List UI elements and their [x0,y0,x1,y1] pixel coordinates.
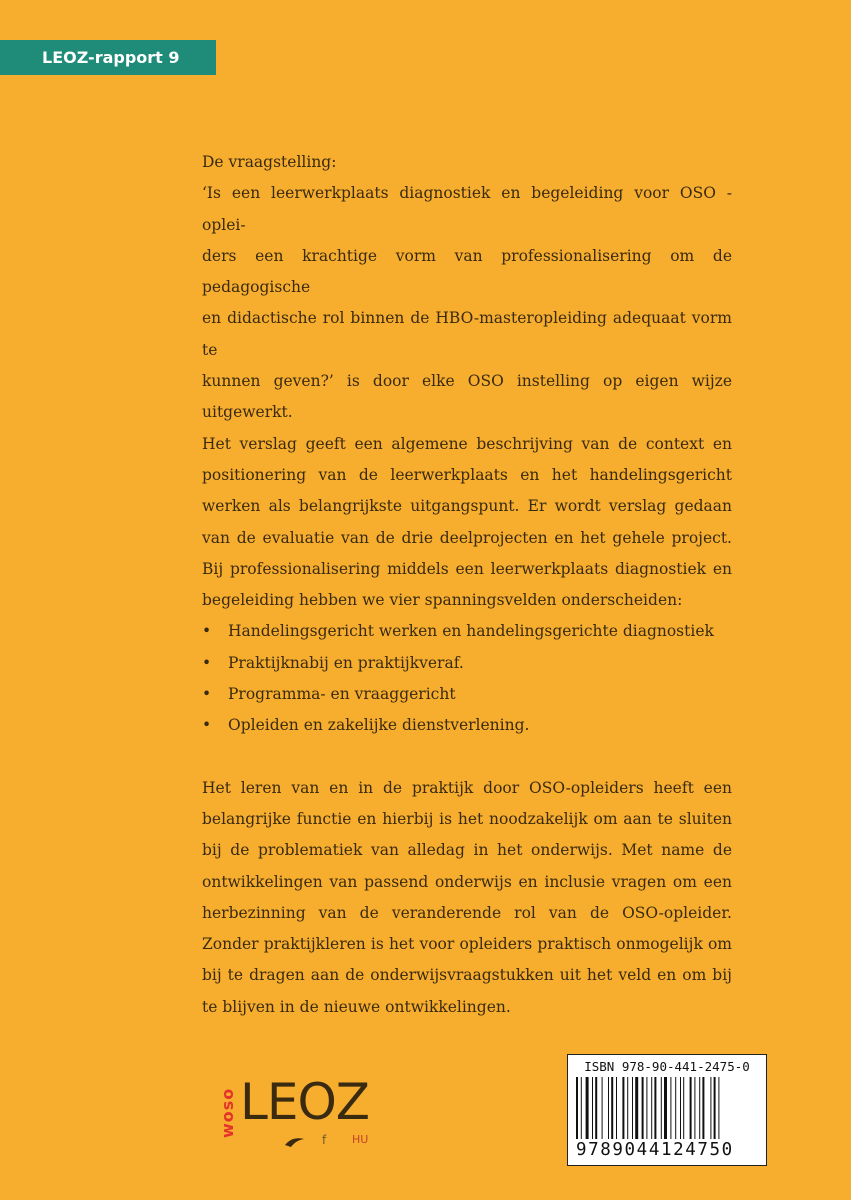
woso-logo: woso [218,1087,237,1139]
barcode-bar [683,1077,684,1139]
barcode-bar [699,1077,700,1139]
barcode-digits: 9789044124750 [576,1140,734,1160]
barcode-bar [635,1077,638,1139]
barcode-bar [714,1077,716,1139]
list-item: • Praktijknabij en praktijkveraf. [202,648,732,679]
intro-line: De vraagstelling: [202,153,337,171]
barcode-bar [651,1077,652,1139]
barcode-bar [702,1077,704,1139]
barcode-bar [608,1077,609,1139]
barcode-bar [627,1077,628,1139]
question-line-1: ‘Is een leerwerkplaats diagnostiek en begeleiding voor OSO - oplei- [202,184,732,234]
barcode-bar [616,1077,617,1139]
question-line-3: en didactische rol binnen de HBO-masteropleiding adequaat vorm te [202,309,732,359]
list-item: • Handelingsgericht werken en handelingsgerichte diagnostiek [202,616,732,647]
partner-logo-fontys: f [322,1133,327,1147]
publisher-logos [218,1075,378,1155]
barcode-bar [622,1077,624,1139]
barcode-bar [718,1077,719,1139]
barcode-bar [595,1077,597,1139]
barcode-bar [664,1077,667,1139]
paragraph-1: Het verslag geeft een algemene beschrijving van de context en positionering van de leerwerkplaats en het handelingsgericht werken als belangrijkste uitgangspunt. Er wordt verslag gedaan van de evaluatie van de drie deelprojecten en het gehele project. Bij professionalisering middels een leerwerkplaats diagnostiek en begeleiding hebben we vier spanningsvelden onderscheiden: [202,434,732,610]
list-item: • Programma- en vraaggericht [202,679,732,710]
barcode-bar [690,1077,692,1139]
question-line-2: ders een krachtige vorm van professionalisering om de pedagogische [202,246,732,297]
barcode-bar [661,1077,662,1139]
spanningsvelden-list [202,616,732,741]
barcode-bar [675,1077,676,1139]
barcode-bar [654,1077,656,1139]
barcode-bars [576,1077,758,1139]
barcode-bar [670,1077,671,1139]
barcode-bar [611,1077,613,1139]
bird-icon [284,1133,306,1149]
barcode-bar [642,1077,644,1139]
barcode-bar [592,1077,593,1139]
paragraph-2: Het leren van en in de praktijk door OSO-opleiders heeft een belangrijke functie en hierbij is het noodzakelijk om aan te sluiten bij de problematiek van alledag in het onderwijs. Met name de ontwikkelingen van passend onderwijs en inclusie vragen om een herbezinning van de veranderende rol van de OSO-opleider. Zonder praktijkleren is het voor opleiders praktisch onmogelijk om bij te dragen aan de onderwijsvraagstukken uit het veld en om bij te blijven in de nieuwe ontwikkelingen. [202,778,732,1016]
leoz-logo: LEOZ [240,1073,370,1131]
isbn-barcode [567,1054,767,1166]
barcode-bar [581,1077,582,1139]
barcode-bar [586,1077,589,1139]
barcode-bar [680,1077,681,1139]
barcode-bar [710,1077,711,1139]
barcode-bar [632,1077,633,1139]
back-cover-text [202,147,732,1023]
barcode-bar [602,1077,603,1139]
question-line-4: kunnen geven?’ is door elke OSO instelling op eigen wijze uitgewerkt. [202,372,732,422]
barcode-bar [646,1077,647,1139]
series-label: LEOZ-rapport 9 [0,40,216,75]
barcode-bar [576,1077,578,1139]
barcode-bar [694,1077,695,1139]
partner-logo-hu: HU [352,1133,369,1146]
list-item: • Opleiden en zakelijke dienstverlening. [202,710,732,741]
isbn-label: ISBN 978-90-441-2475-0 [584,1059,750,1074]
